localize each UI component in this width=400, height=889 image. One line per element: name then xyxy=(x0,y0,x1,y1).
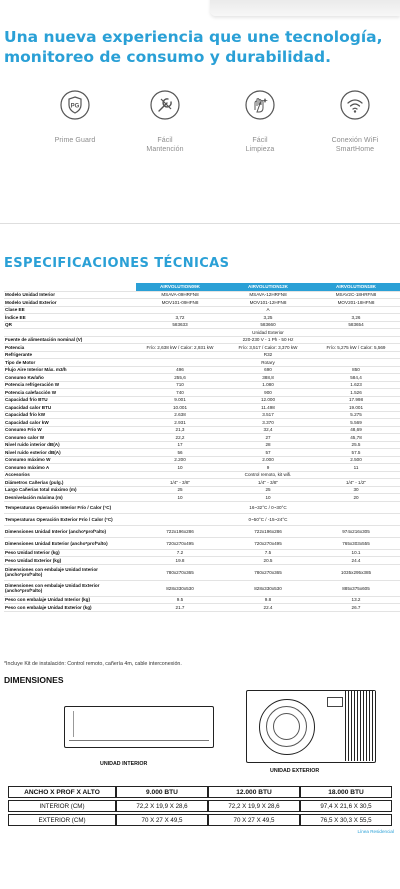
specs-row-label: Consumo calor W xyxy=(4,434,136,442)
feature-label-line2: SmartHome xyxy=(335,146,375,153)
specs-row xyxy=(4,299,400,307)
specs-row xyxy=(4,291,400,299)
specs-cell: 13.2 xyxy=(312,596,400,604)
specs-row-label: Dimensiones con embalaje Unidad Interior (ancho*prof*alto) xyxy=(4,564,136,580)
dimensions-row-interior xyxy=(8,800,392,812)
specs-row-label: Nivel ruido interior dB(A) xyxy=(4,441,136,449)
dim-header-cell: ANCHO X PROF X ALTO xyxy=(8,786,116,798)
specs-cell: 30 xyxy=(312,486,400,494)
specs-cell: MOV101-12HFN8 xyxy=(224,299,312,307)
specs-cell: 583633 xyxy=(136,321,224,329)
specs-row-label: Potencia xyxy=(4,344,136,352)
specs-cell: 710 xyxy=(136,381,224,389)
specs-cell: 22.4 xyxy=(224,604,312,612)
specs-row xyxy=(4,411,400,419)
specs-row-label: Accesorios xyxy=(4,471,136,479)
specs-row xyxy=(4,471,400,479)
specs-cell: 11.498 xyxy=(224,404,312,412)
specs-cell xyxy=(136,351,224,359)
specs-row xyxy=(4,525,400,537)
specs-cell: 21.7 xyxy=(136,604,224,612)
specs-cell: MSAVA-12HRFN8 xyxy=(224,291,312,299)
specs-cell: Frío: 2,638 kW / Calor: 2,931 kW xyxy=(136,344,224,352)
specs-cell: 17.998 xyxy=(312,396,400,404)
specs-cell xyxy=(312,359,400,367)
specs-cell: 780x270x365 xyxy=(224,564,312,580)
features-row xyxy=(0,90,400,165)
specs-cell: 780x270x365 xyxy=(136,564,224,580)
feature-label-line1: Conexión WiFi xyxy=(331,137,379,144)
specs-row-label: Clase EE xyxy=(4,306,136,314)
specs-row xyxy=(4,464,400,472)
specs-cell: 850 xyxy=(312,366,400,374)
specs-cell: MOV101-09HFN8 xyxy=(136,299,224,307)
specs-cell: 56 xyxy=(136,449,224,457)
specs-cell: Unidad Exterior xyxy=(224,329,312,337)
specs-row xyxy=(4,449,400,457)
specs-cell xyxy=(136,513,224,525)
specs-row-label: Capacidad frío BTU xyxy=(4,396,136,404)
indoor-unit-drawing xyxy=(64,706,214,748)
specs-row xyxy=(4,359,400,367)
specs-cell: 10 xyxy=(136,494,224,502)
feature-easy-cleaning xyxy=(210,90,310,154)
specs-cell: 9.5 xyxy=(136,596,224,604)
specs-cell: 0~50°C / -15~24°C xyxy=(224,513,312,525)
specs-cell: 10 xyxy=(224,494,312,502)
specs-cell xyxy=(312,513,400,525)
specs-row-label: Consumo Frío W xyxy=(4,426,136,434)
installation-footnote: *Incluye Kit de instalación: Control remoto, cañería 4m, cable interconexión. xyxy=(4,661,182,667)
dim-cell: INTERIOR (CM) xyxy=(8,800,116,812)
specs-col-09k: AIRVOLUTION09K xyxy=(136,283,224,291)
dim-cell: 76,5 X 30,3 X 55,5 xyxy=(300,814,392,826)
specs-cell xyxy=(136,336,224,344)
specs-cell: 1.526 xyxy=(312,389,400,397)
specs-cell xyxy=(312,336,400,344)
specs-row xyxy=(4,501,400,513)
specs-cell: 19.001 xyxy=(312,404,400,412)
specs-cell: 2.500 xyxy=(312,456,400,464)
specs-row-label: Capacidad calor kW xyxy=(4,419,136,427)
specs-cell: R32 xyxy=(224,351,312,359)
specs-row-label: Consumo máximo A xyxy=(4,464,136,472)
specs-cell: 26.7 xyxy=(312,604,400,612)
specs-row xyxy=(4,351,400,359)
specs-row-label: Capacidad frío kW xyxy=(4,411,136,419)
specs-cell: 255,6 xyxy=(136,374,224,382)
specs-cell: 388,8 xyxy=(224,374,312,382)
specs-row xyxy=(4,434,400,442)
feature-label-line1: Prime Guard xyxy=(54,137,96,144)
specs-row xyxy=(4,314,400,322)
specs-row-label: Fuente de alimentación nominal (V) xyxy=(4,336,136,344)
specs-cell: 10.001 xyxy=(136,404,224,412)
feature-label-line1: Fácil xyxy=(157,137,173,144)
specs-col-18k: AIRVOLUTION18K xyxy=(312,283,400,291)
specs-row-label: Modelo Unidad Interior xyxy=(4,291,136,299)
specs-header-row xyxy=(4,283,400,291)
specs-cell: 7.5 xyxy=(224,549,312,557)
specs-cell: 5.275 xyxy=(312,411,400,419)
specs-cell: 765x303x555 xyxy=(312,537,400,549)
specs-row-label xyxy=(4,329,136,337)
specs-row xyxy=(4,564,400,580)
top-banner xyxy=(0,0,400,22)
specs-row xyxy=(4,580,400,596)
dim-cell: 70 X 27 X 49,5 xyxy=(116,814,208,826)
specs-cell: 25.5 xyxy=(312,441,400,449)
specs-cell: 57 xyxy=(224,449,312,457)
specs-row-label: Largo Cañerías total máximo (m) xyxy=(4,486,136,494)
specs-cell xyxy=(312,501,400,513)
specs-cell: 740 xyxy=(136,389,224,397)
cleaning-hand-icon xyxy=(245,90,275,120)
specs-row xyxy=(4,479,400,487)
feature-easy-maintenance xyxy=(115,90,215,154)
specs-cell: 2.200 xyxy=(136,456,224,464)
specs-cell: 722x196x286 xyxy=(136,525,224,537)
section-divider xyxy=(0,223,400,224)
specs-cell: 21,3 xyxy=(136,426,224,434)
specs-row-label: Nivel ruido exterior dB(A) xyxy=(4,449,136,457)
feature-label-line2: Mantención xyxy=(146,146,184,153)
specs-cell: 16~32°C / 0~30°C xyxy=(224,501,312,513)
specs-row-label: Índice EE xyxy=(4,314,136,322)
specs-row-label: Tipo de Motor xyxy=(4,359,136,367)
specs-cell: 720x270x495 xyxy=(224,537,312,549)
dim-cell: 70 X 27 X 49,5 xyxy=(208,814,300,826)
specs-cell: 1.623 xyxy=(312,381,400,389)
specs-row xyxy=(4,404,400,412)
specs-row-label: Peso Unidad Interior (kg) xyxy=(4,549,136,557)
specs-cell: 583654 xyxy=(312,321,400,329)
specs-row xyxy=(4,329,400,337)
specs-cell: 25 xyxy=(224,486,312,494)
specs-cell xyxy=(312,306,400,314)
vent-panel xyxy=(345,691,375,761)
specs-row xyxy=(4,344,400,352)
specs-cell: 20 xyxy=(312,494,400,502)
dim-cell: 72,2 X 19,9 X 28,6 xyxy=(116,800,208,812)
specs-row-label: Diámetros Cañerías (pulg.) xyxy=(4,479,136,487)
specs-cell: 48,69 xyxy=(312,426,400,434)
specs-cell: 12.000 xyxy=(224,396,312,404)
specs-row-label: Peso Unidad Exterior (kg) xyxy=(4,557,136,565)
specs-cell: 900 xyxy=(224,389,312,397)
specs-cell: 1/4" - 3/8" xyxy=(224,479,312,487)
specs-cell: 2.638 xyxy=(136,411,224,419)
dimensions-row-exterior xyxy=(8,814,392,826)
specs-row-label: Refrigerante xyxy=(4,351,136,359)
specs-cell: 11 xyxy=(312,464,400,472)
specs-cell: 10 xyxy=(136,464,224,472)
specs-cell: 27 xyxy=(224,434,312,442)
specs-cell: 1/4" - 3/8" xyxy=(136,479,224,487)
specs-cell: 9.8 xyxy=(224,596,312,604)
specs-cell xyxy=(312,329,400,337)
specs-cell: 720x270x495 xyxy=(136,537,224,549)
feature-label-line2: Limpieza xyxy=(245,146,275,153)
specs-row-label: Dimensiones Unidad Interior (ancho*prof*alto) xyxy=(4,525,136,537)
specs-row-label: Peso con embalaje Unidad Exterior (kg) xyxy=(4,604,136,612)
specs-cell: 17 xyxy=(136,441,224,449)
air-conditioner-image xyxy=(210,0,400,16)
specs-cell: 496 xyxy=(136,366,224,374)
shield-icon xyxy=(60,90,90,120)
specs-row xyxy=(4,306,400,314)
specs-row-label: Potencia calefacción W xyxy=(4,389,136,397)
indoor-unit-label: UNIDAD INTERIOR xyxy=(100,761,148,767)
specs-cell: 57.5 xyxy=(312,449,400,457)
specs-cell: 583660 xyxy=(224,321,312,329)
specs-cell: 25 xyxy=(136,486,224,494)
specs-cell: 24.4 xyxy=(312,557,400,565)
specs-cell: 45,78 xyxy=(312,434,400,442)
specs-cell: 3,72 xyxy=(136,314,224,322)
specs-cell: 2.000 xyxy=(224,456,312,464)
specs-cell: 9 xyxy=(224,464,312,472)
specs-cell: Rotary xyxy=(224,359,312,367)
specs-table xyxy=(4,283,400,612)
specs-cell: MSAV2C-18HRFN8 xyxy=(312,291,400,299)
specs-cell: 220-230 V - 1 Ph - 50 Hz xyxy=(224,336,312,344)
specs-row xyxy=(4,321,400,329)
specs-cell: 885x375x605 xyxy=(312,580,400,596)
feature-prime-guard xyxy=(25,90,125,145)
specs-cell: 5.569 xyxy=(312,419,400,427)
dim-header-cell: 12.000 BTU xyxy=(208,786,300,798)
specs-row xyxy=(4,336,400,344)
specs-cell: 7.2 xyxy=(136,549,224,557)
specs-cell: 3,25 xyxy=(224,314,312,322)
specs-row xyxy=(4,596,400,604)
specs-cell: 10.1 xyxy=(312,549,400,557)
dim-cell: 72,2 X 19,9 X 28,6 xyxy=(208,800,300,812)
specs-row xyxy=(4,396,400,404)
specs-row xyxy=(4,456,400,464)
specs-row xyxy=(4,419,400,427)
specs-cell: 1035x295x385 xyxy=(312,564,400,580)
specs-title: ESPECIFICACIONES TÉCNICAS xyxy=(4,256,230,271)
specs-cell: Frío: 5,275 kW / Calor: 5,569 xyxy=(312,344,400,352)
dim-header-cell: 9.000 BTU xyxy=(116,786,208,798)
specs-row-label: Consumo máximo W xyxy=(4,456,136,464)
specs-cell: Frío: 3,517 / Calor: 3,370 kW xyxy=(224,344,312,352)
specs-cell: 28 xyxy=(224,441,312,449)
specs-cell xyxy=(312,471,400,479)
specs-cell: 1/4" - 1/2" xyxy=(312,479,400,487)
specs-cell: 3.517 xyxy=(224,411,312,419)
specs-row xyxy=(4,389,400,397)
dimensions-title: DIMENSIONES xyxy=(4,675,64,685)
specs-cell: 9.001 xyxy=(136,396,224,404)
feature-wifi xyxy=(305,90,400,154)
brand-note: Línea Residencial xyxy=(357,829,394,834)
wifi-icon xyxy=(340,90,370,120)
specs-cell: A xyxy=(224,306,312,314)
feature-label-line1: Fácil xyxy=(252,137,268,144)
specs-row xyxy=(4,441,400,449)
specs-cell: 32,4 xyxy=(224,426,312,434)
specs-row-label: Peso con embalaje Unidad Interior (kg) xyxy=(4,596,136,604)
specs-cell: 3.370 xyxy=(224,419,312,427)
specs-col-12k: AIRVOLUTION12K xyxy=(224,283,312,291)
specs-cell xyxy=(136,501,224,513)
specs-row-label: QR xyxy=(4,321,136,329)
specs-cell: 974x216x305 xyxy=(312,525,400,537)
specs-cell: 584,4 xyxy=(312,374,400,382)
specs-cell: MSAVA-09HRFN8 xyxy=(136,291,224,299)
dim-cell: EXTERIOR (CM) xyxy=(8,814,116,826)
specs-row xyxy=(4,549,400,557)
specs-row-label: Modelo Unidad Exterior xyxy=(4,299,136,307)
specs-cell: 690 xyxy=(224,366,312,374)
fan-grille xyxy=(259,699,315,755)
outdoor-unit-label: UNIDAD EXTERIOR xyxy=(270,768,320,774)
specs-row xyxy=(4,513,400,525)
specs-cell xyxy=(136,359,224,367)
specs-row xyxy=(4,537,400,549)
dimensions-table xyxy=(8,784,392,828)
specs-cell: 2.931 xyxy=(136,419,224,427)
specs-row-label: Dimensiones Unidad Exterior (ancho*prof*alto) xyxy=(4,537,136,549)
specs-cell: 3,26 xyxy=(312,314,400,322)
specs-cell xyxy=(312,351,400,359)
specs-cell: Control remoto, kit wifi. xyxy=(224,471,312,479)
specs-row xyxy=(4,381,400,389)
specs-row xyxy=(4,486,400,494)
specs-row-label: Temperaturas Operación Exterior Frío / Calor (°C) xyxy=(4,513,136,525)
specs-cell xyxy=(136,471,224,479)
specs-row-label: Dimensiones con embalaje Unidad Exterior (ancho*prof*alto) xyxy=(4,580,136,596)
hero-title: Una nueva experiencia que une tecnología, monitoreo de consumo y durabilidad. xyxy=(4,28,383,66)
specs-row xyxy=(4,366,400,374)
specs-cell: 828x330x530 xyxy=(224,580,312,596)
specs-cell: 722x196x286 xyxy=(224,525,312,537)
svg-text:PG: PG xyxy=(70,103,80,110)
specs-header-empty xyxy=(4,283,136,291)
dim-header-cell: 18.000 BTU xyxy=(300,786,392,798)
specs-row-label: Desnivelación máxima (m) xyxy=(4,494,136,502)
specs-row-label: Temperaturas Operación Interior Frío / Calor (°C) xyxy=(4,501,136,513)
specs-row-label: Flujo Aire Interior Máx. m3/h xyxy=(4,366,136,374)
specs-cell xyxy=(136,306,224,314)
specs-cell: 19.8 xyxy=(136,557,224,565)
specs-cell: 1.080 xyxy=(224,381,312,389)
wrench-icon xyxy=(150,90,180,120)
specs-cell: 828x330x530 xyxy=(136,580,224,596)
specs-row xyxy=(4,494,400,502)
specs-row-label: Potencia refrigeración W xyxy=(4,381,136,389)
outdoor-unit-drawing xyxy=(246,690,376,763)
specs-row-label: Consumo Kw/año xyxy=(4,374,136,382)
specs-cell: 22,2 xyxy=(136,434,224,442)
specs-cell: MOV201-18HFN8 xyxy=(312,299,400,307)
specs-row xyxy=(4,426,400,434)
dim-cell: 97,4 X 21,6 X 30,5 xyxy=(300,800,392,812)
specs-row xyxy=(4,604,400,612)
specs-cell xyxy=(136,329,224,337)
specs-row xyxy=(4,557,400,565)
specs-row xyxy=(4,374,400,382)
specs-row-label: Capacidad calor BTU xyxy=(4,404,136,412)
dimensions-header-row xyxy=(8,786,392,798)
specs-cell: 20.5 xyxy=(224,557,312,565)
